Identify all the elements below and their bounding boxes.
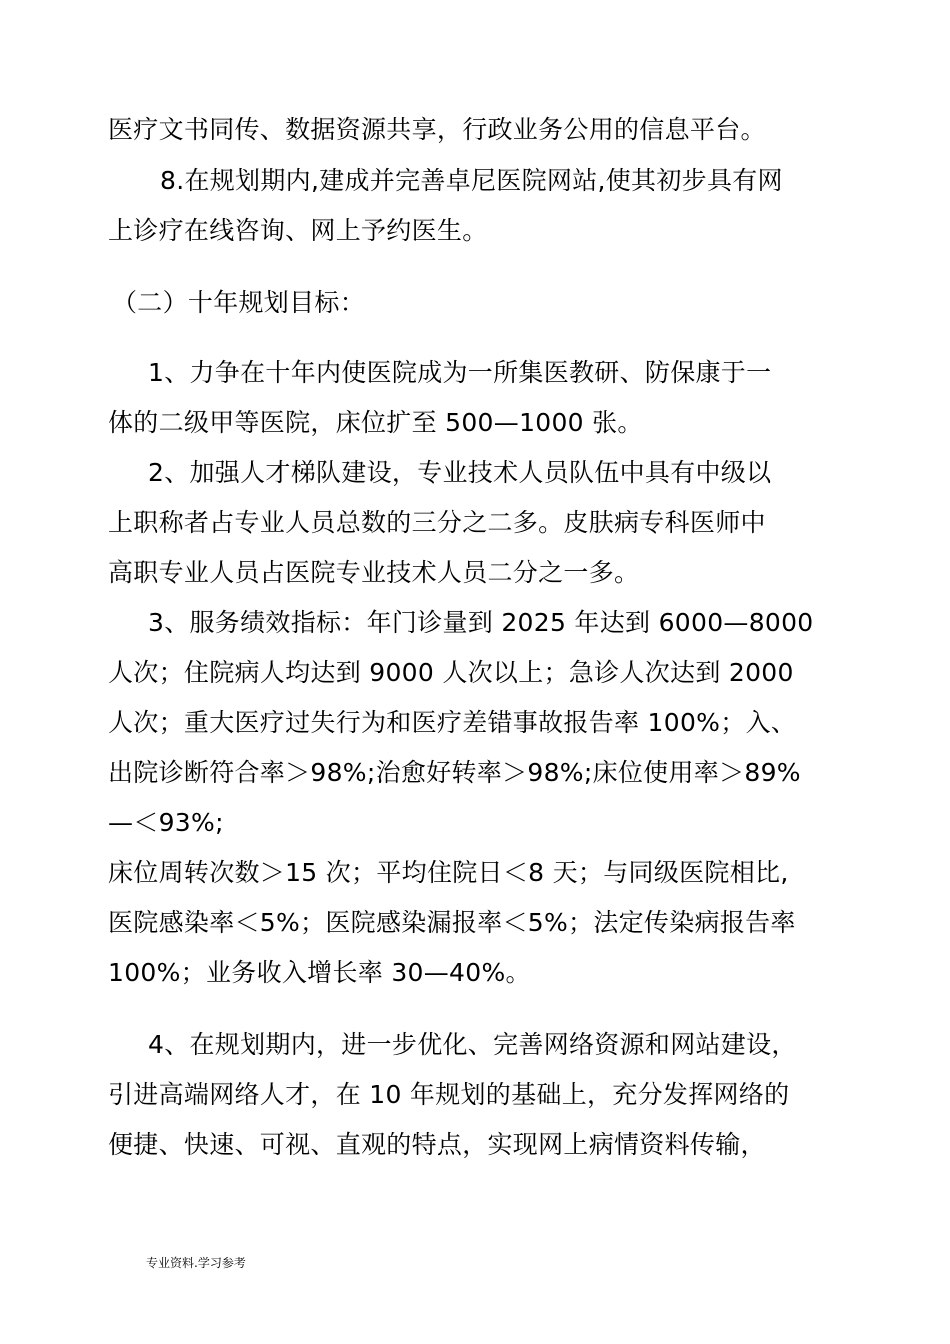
text-line: 2、加强人才梯队建设，专业技术人员队伍中具有中级以 <box>148 458 772 487</box>
text-line: 引进高端网络人才，在 10 年规划的基础上，充分发挥网络的 <box>108 1080 790 1109</box>
text-line: 人次；住院病人均达到 9000 人次以上；急诊人次达到 2000 <box>108 658 794 687</box>
text-line: 上职称者占专业人员总数的三分之二多。皮肤病专科医师中 <box>108 508 766 537</box>
page-footer: 专业资料.学习参考 <box>146 1256 246 1270</box>
text-line: 床位周转次数＞15 次；平均住院日＜8 天；与同级医院相比, <box>108 858 789 887</box>
text-line: 医疗文书同传、数据资源共享，行政业务公用的信息平台。 <box>108 115 766 144</box>
text-line: 出院诊断符合率＞98%;治愈好转率＞98%;床位使用率＞89% <box>108 758 801 787</box>
text-line: 8.在规划期内,建成并完善卓尼医院网站,使其初步具有网 <box>160 166 783 195</box>
text-line: 高职专业人员占医院专业技术人员二分之一多。 <box>108 558 640 587</box>
text-line: 100%；业务收入增长率 30—40%。 <box>108 958 531 987</box>
text-line: 上诊疗在线咨询、网上予约医生。 <box>108 216 488 245</box>
text-line: 3、服务绩效指标：年门诊量到 2025 年达到 6000—8000 <box>148 608 814 637</box>
text-line: 4、在规划期内，进一步优化、完善网络资源和网站建设， <box>148 1030 797 1059</box>
text-line: —＜93%; <box>108 808 224 837</box>
text-line: 体的二级甲等医院，床位扩至 500—1000 张。 <box>108 408 643 437</box>
section-heading: （二）十年规划目标： <box>112 288 366 317</box>
text-line: 1、力争在十年内使医院成为一所集医教研、防保康于一 <box>148 358 772 387</box>
text-line: 人次；重大医疗过失行为和医疗差错事故报告率 100%；入、 <box>108 708 797 737</box>
text-line: 医院感染率＜5%；医院感染漏报率＜5%；法定传染病报告率 <box>108 908 796 937</box>
text-line: 便捷、快速、可视、直观的特点，实现网上病情资料传输， <box>108 1130 766 1159</box>
